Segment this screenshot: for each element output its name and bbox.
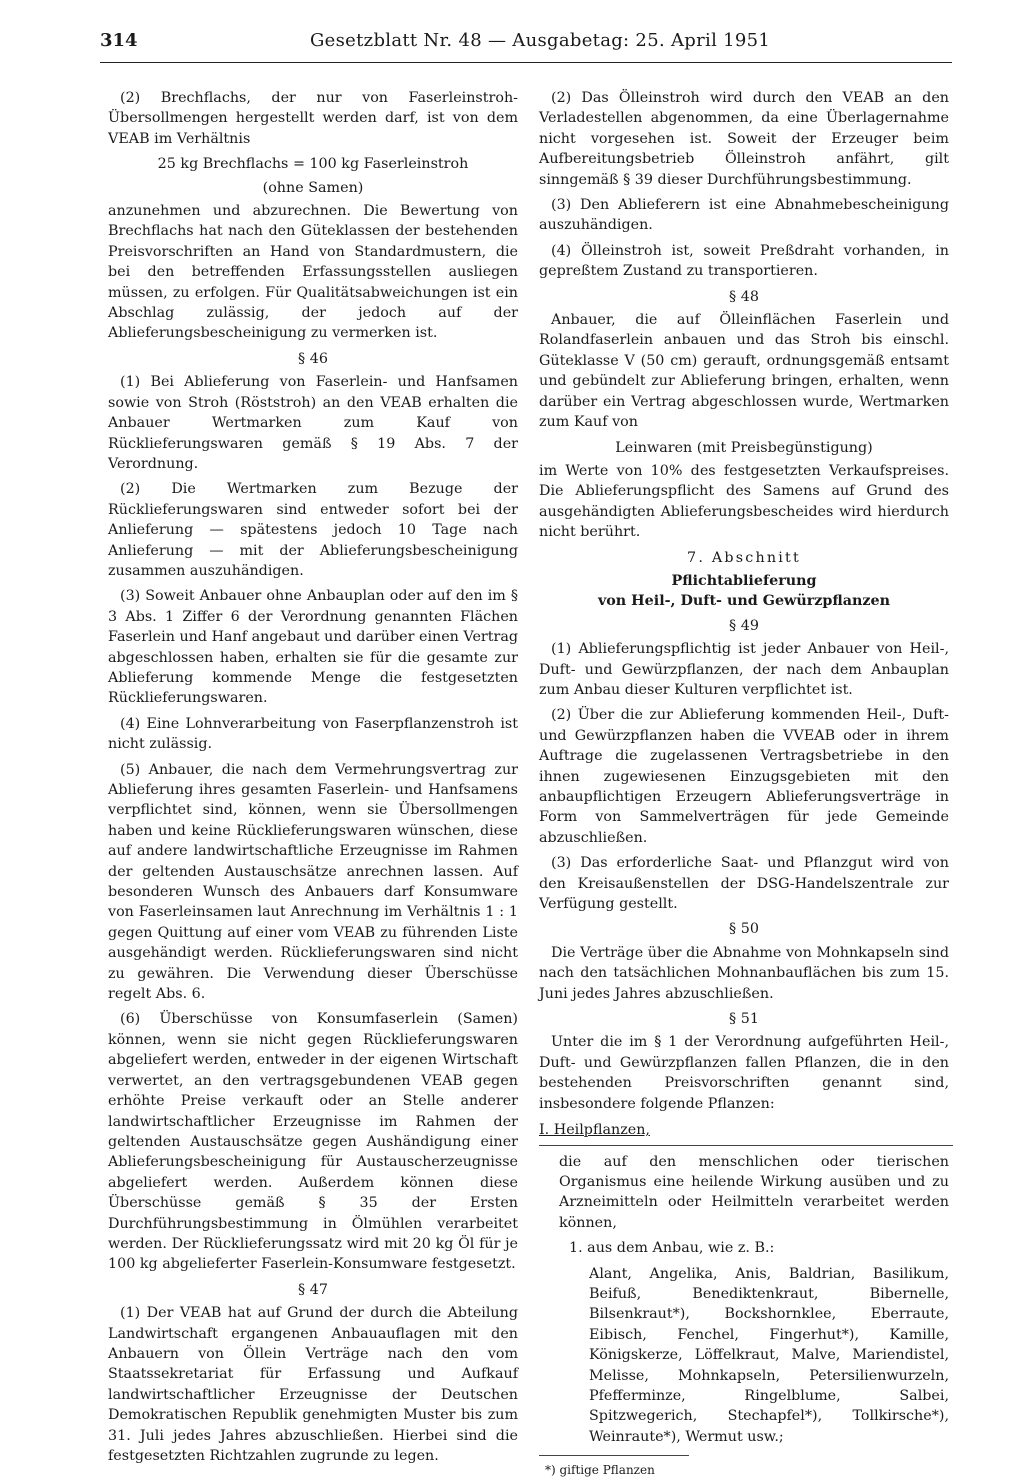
page-number: 314	[100, 30, 138, 51]
chapter-label: 7. Abschnitt	[687, 549, 801, 566]
paragraph: (2) Brechflachs, der nur von Faserleinstroh-Übersollmengen hergestellt werden darf, ist von dem VEAB im Verhältnis	[108, 90, 518, 147]
paragraph: (1) Der VEAB hat auf Grund der durch die Abteilung Landwirtschaft ergangenen Anbauauflagen mit den Anbauern von Öllein Verträge nach den vom Staatssekretariat für Erfassung und Aufkauf landwirtschaftlicher Erzeugnisse der Deutschen Demokratischen Republik genehmigten Muster bis zum 31. Juli jedes Jahres abzuschließen. Hierbei sind die festgesetzten Richtzahlen zugrunde zu legen.	[108, 1305, 518, 1464]
right-column	[539, 88, 949, 1481]
section-heading: § 48	[729, 288, 759, 305]
paragraph: (6) Überschüsse von Konsumfaserlein (Samen) können, wenn sie nicht gegen Rücklieferungswaren abgeliefert werden, entweder in der eigenen Wirtschaft verwertet, an den vertragsgebundenen VEAB gegen erhöhte Preise verkauft oder an Stelle anderer landwirtschaftlicher Erzeugnisse im Rahmen der geltenden Austauschsätze gegen Aushändigung einer Ablieferungsbescheinigung für Austauscherzeugnisse abgeliefert werden. Außerdem können diese Überschüsse gemäß § 35 der Ersten Durchführungsbestimmung in Ölmühlen verarbeitet werden. Der Rücklieferungssatz wird mit 20 kg Öl für je 100 kg abgelieferter Faserlein-Konsumware festgesetzt.	[108, 1011, 518, 1273]
paragraph: Anbauer, die auf Ölleinflächen Faserlein und Rolandfaserlein anbauen und das Stroh bis einschl. Güteklasse V (50 cm) gerauft, ordnungsgemäß entsamt und gebündelt zur Ablieferung bringen, erhalten, wenn darüber ein Vertrag abgeschlossen wurde, Wertmarken zum Kauf von	[539, 312, 949, 431]
list-heading	[539, 1120, 949, 1140]
section-heading: § 49	[729, 617, 759, 634]
paragraph: (5) Anbauer, die nach dem Vermehrungsvertrag zur Ablieferung ihres gesamten Faserlein- und Hanfsamens verpflichtet sind, können, wenn sie Übersollmengen haben und keine Rücklieferungswaren wünschen, diese auf andere landwirtschaftliche Erzeugnisse im Rahmen der geltenden Austauschsätze anrechnen lassen. Auf besonderen Wunsch des Anbauers darf Konsumware von Faserleinsamen laut Anrechnung im Verhältnis 1 : 1 gegen Quittung auf einer vom VEAB zu führenden Liste ausgehändigt werden. Rücklieferungswaren sind nicht zu gewähren. Die Verwendung dieser Überschüsse regelt Abs. 6.	[108, 761, 518, 1003]
left-column	[108, 88, 518, 1471]
paragraph: (3) Soweit Anbauer ohne Anbauplan oder auf den im § 3 Abs. 1 Ziffer 6 der Verordnung genannten Flächen Faserlein und Hanf angebaut und darüber einen Vertrag abgeschlossen haben, erhalten sie für die gesamte zur Ablieferung kommende Menge die festgesetzten Rücklieferungswaren.	[108, 588, 518, 707]
paragraph: (4) Ölleinstroh ist, soweit Preßdraht vorhanden, in gepreßtem Zustand zu transportieren.	[539, 242, 949, 280]
page-header	[100, 30, 952, 62]
list-item: 1. aus dem Anbau, wie z. B.:	[569, 1240, 775, 1257]
section-heading: § 46	[298, 350, 328, 367]
list-description: die auf den menschlichen oder tierischen Organismus eine heilende Wirkung ausüben und zu Arzneimitteln oder Heilmitteln verarbeitet werden können,	[559, 1153, 949, 1231]
paragraph: (4) Eine Lohnverarbeitung von Faserpflanzenstroh ist nicht zulässig.	[108, 715, 518, 753]
paragraph: (3) Den Ablieferern ist eine Abnahmebescheinigung auszuhändigen.	[539, 197, 949, 234]
list-rule	[539, 1145, 953, 1146]
section-heading: § 50	[729, 921, 759, 938]
header-rule	[100, 62, 952, 63]
section-heading: § 51	[729, 1011, 759, 1028]
paragraph: (2) Über die zur Ablieferung kommenden Heil-, Duft- und Gewürzpflanzen haben die VVEAB oder in ihrem Auftrage die zugelassenen Vertragsbetriebe in den ihnen zugewiesenen Einzugsgebieten mit den anbaupflichtigen Erzeugern Ablieferungsverträge in Form von Sammelverträgen für jede Gemeinde abzuschließen.	[539, 707, 949, 846]
formula-note: (ohne Samen)	[262, 179, 364, 196]
formula: 25 kg Brechflachs = 100 kg Faserleinstroh	[157, 156, 469, 173]
paragraph: Unter die im § 1 der Verordnung aufgeführten Heil-, Duft- und Gewürzpflanzen fallen Pflanzen, die in den bestehenden Preisvorschriften genannt sind, insbesondere folgende Pflanzen:	[539, 1034, 949, 1112]
paragraph: (2) Die Wertmarken zum Bezuge der Rücklieferungswaren sind entweder sofort bei der Anlieferung — spätestens jedoch 10 Tage nach Anlieferung — mit der Ablieferungsbescheinigung zusammen auszuhändigen.	[108, 481, 518, 579]
centered-line: Leinwaren (mit Preisbegünstigung)	[615, 439, 873, 456]
footnote: *) giftige Pflanzen	[545, 1463, 655, 1478]
list-heading-text: I. Heilpflanzen,	[539, 1122, 650, 1139]
paragraph: (2) Das Ölleinstroh wird durch den VEAB an den Verladestellen abgenommen, da eine Überlagernahme nicht vorgesehen ist. Soweit der Erzeuger beim Aufbereitungsbetrieb Ölleinstroh anfährt, gilt sinngemäß § 39 dieser Durchführungsbestimmung.	[539, 90, 949, 188]
chapter-subheading: von Heil-, Duft- und Gewürzpflanzen	[597, 593, 891, 610]
footnote-rule	[539, 1455, 689, 1456]
plant-list: Alant, Angelika, Anis, Baldrian, Basilikum, Beifuß, Benediktenkraut, Bibernelle, Bilsenkraut*), Bockshornklee, Eberraute, Eibisch, Fenchel, Fingerhut*), Kamille, Königskerze, Löffelkraut, Malve, Mariendistel, Melisse, Mohnkapseln, Petersilienwurzeln, Pfefferminze, Ringelblume, Salbei, Spitzwegerich, Stechapfel*), Tollkirsche*), Weinraute*), Wermut usw.;	[589, 1265, 949, 1445]
paragraph: anzunehmen und abzurechnen. Die Bewertung von Brechflachs hat nach den Güteklassen der bestehenden Preisvorschriften an Hand von Standardmustern, die bei den betreffenden Erfassungsstellen ausliegen müssen, zu erfolgen. Für Qualitätsabweichungen ist ein Abschlag zulässig, der jedoch auf der Ablieferungsbescheinigung zu vermerken ist.	[108, 203, 518, 342]
paragraph: Die Verträge über die Abnahme von Mohnkapseln sind nach den tatsächlichen Mohnanbauflächen bis zum 15. Juni jedes Jahres abzuschließen.	[539, 944, 949, 1002]
paragraph: im Werte von 10% des festgesetzten Verkaufspreises. Die Ablieferungspflicht des Samens auf Grund des ausgehändigten Ablieferungsbescheides wird hierdurch nicht berührt.	[539, 462, 949, 541]
section-heading: § 47	[298, 1281, 328, 1298]
header-title: Gesetzblatt Nr. 48 — Ausgabetag: 25. April 1951	[310, 30, 771, 51]
paragraph: (1) Bei Ablieferung von Faserlein- und Hanfsamen sowie von Stroh (Röststroh) an den VEAB erhalten die Anbauer Wertmarken zum Kauf von Rücklieferungswaren gemäß § 19 Abs. 7 der Verordnung.	[108, 374, 518, 472]
chapter-heading: Pflichtablieferung	[671, 572, 817, 589]
paragraph: (1) Ablieferungspflichtig ist jeder Anbauer von Heil-, Duft- und Gewürzpflanzen, der nach dem Anbauplan zum Anbau dieser Kulturen verpflichtet ist.	[539, 641, 949, 698]
paragraph: (3) Das erforderliche Saat- und Pflanzgut wird von den Kreisaußenstellen der DSG-Handelszentrale zur Verfügung gestellt.	[539, 855, 949, 913]
